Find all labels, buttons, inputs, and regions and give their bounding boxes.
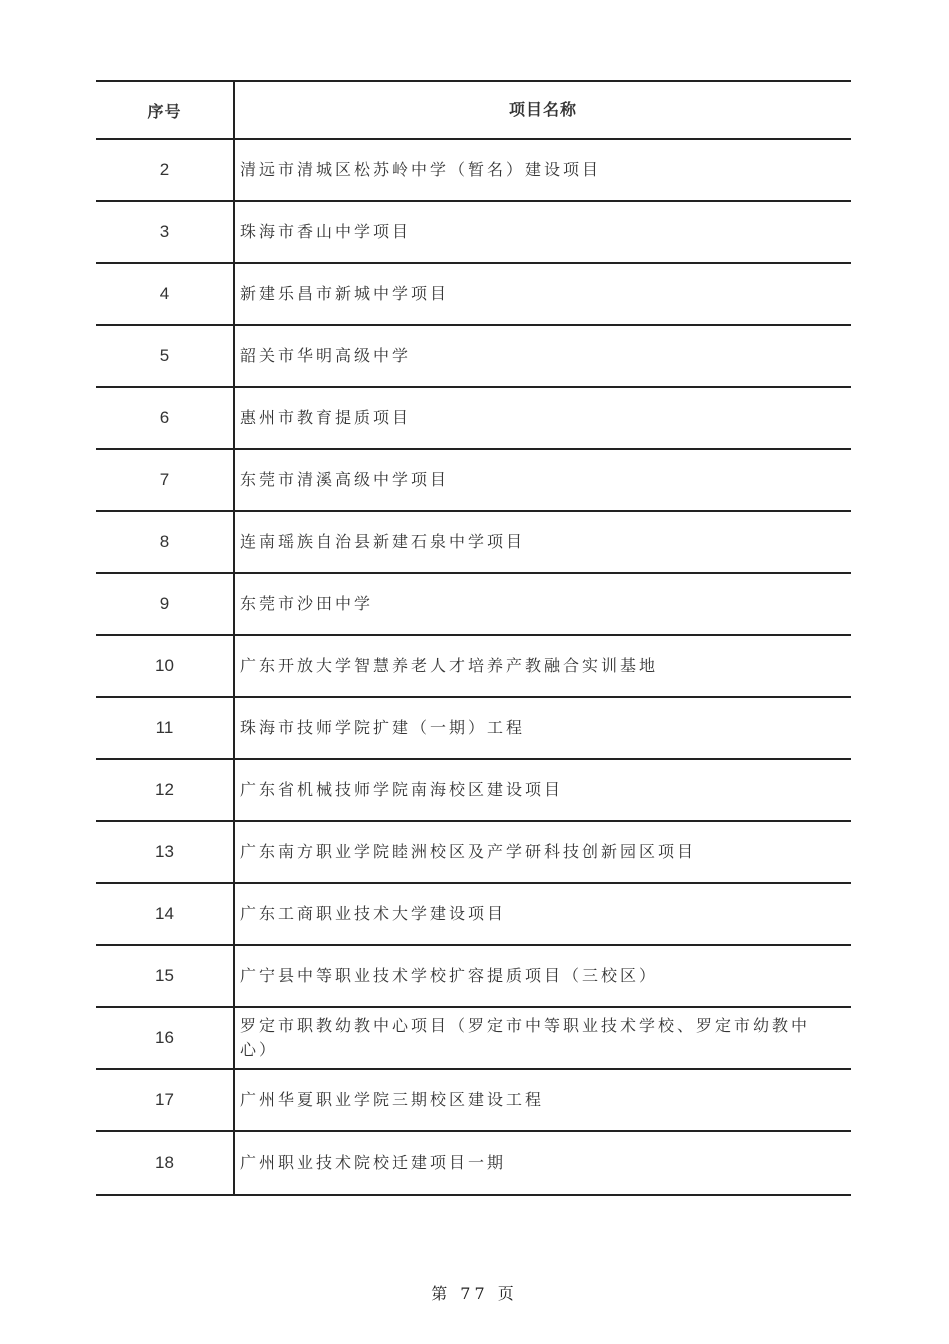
row-serial: 13 [96, 822, 235, 882]
table-row [96, 448, 851, 510]
row-project-name: 东莞市清溪高级中学项目 [240, 470, 450, 489]
table-row [96, 1006, 851, 1068]
table-row [96, 510, 851, 572]
table-row [96, 386, 851, 448]
row-serial: 16 [96, 1008, 235, 1068]
row-project-name: 惠州市教育提质项目 [240, 408, 412, 427]
row-serial: 3 [96, 202, 235, 262]
row-project-name: 罗定市职教幼教中心项目（罗定市中等职业技术学校、罗定市幼教中心） [240, 1016, 811, 1059]
table-row [96, 138, 851, 200]
table-row [96, 820, 851, 882]
table-row [96, 324, 851, 386]
row-serial: 15 [96, 946, 235, 1006]
row-serial: 12 [96, 760, 235, 820]
table-header [96, 80, 851, 138]
row-serial: 9 [96, 574, 235, 634]
row-serial: 7 [96, 450, 235, 510]
row-project-name: 新建乐昌市新城中学项目 [240, 284, 450, 303]
row-project-name: 清远市清城区松苏岭中学（暂名）建设项目 [240, 160, 602, 179]
row-serial: 11 [96, 698, 235, 758]
row-serial: 17 [96, 1070, 235, 1130]
row-project-name: 广宁县中等职业技术学校扩容提质项目（三校区） [240, 966, 659, 985]
table-row [96, 634, 851, 696]
table-row [96, 944, 851, 1006]
row-project-name: 珠海市香山中学项目 [240, 222, 412, 241]
page-number: 第 77 页 [431, 1284, 518, 1303]
table-row [96, 882, 851, 944]
table-row [96, 1068, 851, 1130]
row-project-name: 广东南方职业学院睦洲校区及产学研科技创新园区项目 [240, 842, 697, 861]
row-project-name: 韶关市华明高级中学 [240, 346, 412, 365]
row-serial: 5 [96, 326, 235, 386]
row-serial: 8 [96, 512, 235, 572]
row-project-name: 连南瑶族自治县新建石泉中学项目 [240, 532, 526, 551]
row-serial: 14 [96, 884, 235, 944]
table-row [96, 262, 851, 324]
row-serial: 10 [96, 636, 235, 696]
row-project-name: 珠海市技师学院扩建（一期）工程 [240, 718, 526, 737]
row-serial: 2 [96, 140, 235, 200]
row-serial: 18 [96, 1132, 235, 1194]
row-project-name: 广州职业技术院校迁建项目一期 [240, 1153, 507, 1172]
row-project-name: 广东工商职业技术大学建设项目 [240, 904, 507, 923]
table-row [96, 572, 851, 634]
table-row [96, 758, 851, 820]
header-project-name: 项目名称 [508, 100, 577, 119]
row-project-name: 广东省机械技师学院南海校区建设项目 [240, 780, 564, 799]
row-project-name: 广州华夏职业学院三期校区建设工程 [240, 1090, 545, 1109]
table-row [96, 1130, 851, 1196]
row-serial: 6 [96, 388, 235, 448]
row-serial: 4 [96, 264, 235, 324]
row-project-name: 东莞市沙田中学 [240, 594, 374, 613]
row-project-name: 广东开放大学智慧养老人才培养产教融合实训基地 [240, 656, 659, 675]
header-serial: 序号 [96, 82, 235, 138]
table-row [96, 696, 851, 758]
table-row [96, 200, 851, 262]
project-table [96, 80, 851, 1196]
